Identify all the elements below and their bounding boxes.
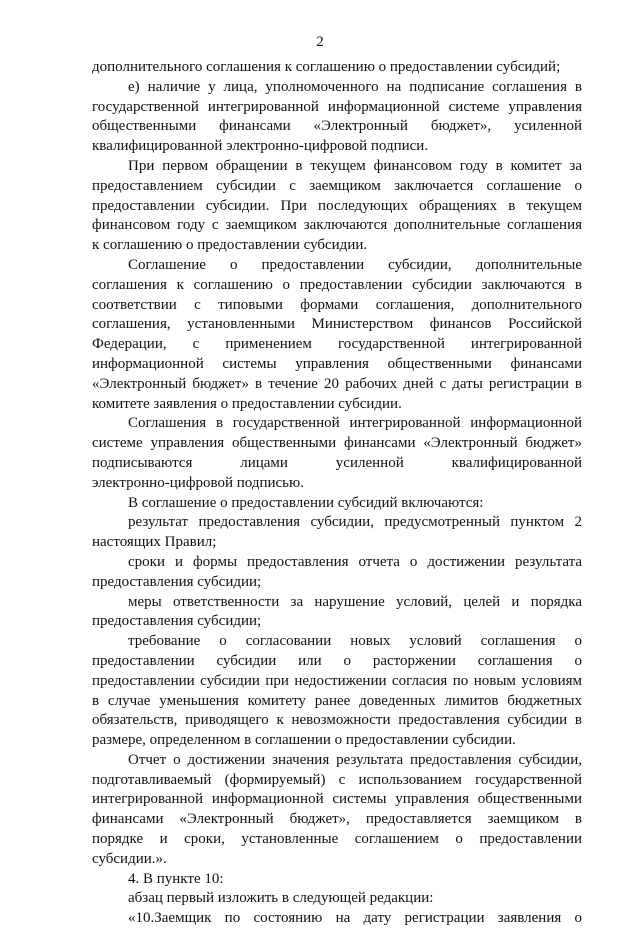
page-number: 2 bbox=[316, 34, 324, 50]
text-line: е) наличие у лица, уполномоченного на подписание соглашения в bbox=[128, 78, 582, 95]
text-line: «10.Заемщик по состоянию на дату регистрации заявления о bbox=[128, 910, 582, 927]
text-line: сроки и формы предоставления отчета о достижении результата bbox=[128, 553, 582, 570]
text-line: подготавливаемый (формируемый) с использованием государственной bbox=[92, 771, 582, 788]
text-line: настоящих Правил; bbox=[92, 534, 217, 551]
text-line: электронно-цифровой подписью. bbox=[92, 474, 304, 491]
text-line: финансами «Электронный бюджет», предоставляется заемщиком в bbox=[92, 811, 582, 828]
text-line: предоставлении субсидии или о расторжении соглашения о bbox=[92, 652, 582, 669]
text-line: к соглашению о предоставлении субсидии. bbox=[92, 237, 368, 254]
text-line: комитете заявления о предоставлении субсидии. bbox=[92, 395, 402, 412]
text-line: предоставления субсидии; bbox=[92, 573, 262, 590]
text-line: общественными финансами «Электронный бюджет», усиленной bbox=[92, 118, 582, 135]
text-line: государственной интегрированной информационной системе управления bbox=[92, 98, 582, 115]
text-line: В соглашение о предоставлении субсидий включаются: bbox=[128, 494, 484, 511]
text-line: соглашения к соглашению о предоставлении субсидии заключаются в bbox=[92, 276, 582, 293]
text-line: в случае уменьшения комитету ранее доведенных лимитов бюджетных bbox=[92, 692, 582, 709]
text-line: соглашения, установленными Министерством финансов Российской bbox=[92, 316, 582, 333]
text-line: Отчет о достижении значения результата предоставления субсидии, bbox=[128, 751, 582, 768]
text-line: интегрированной информационной системы управления общественными bbox=[92, 791, 582, 808]
text-line: результат предоставления субсидии, предусмотренный пунктом 2 bbox=[128, 514, 582, 531]
text-line: субсидии.». bbox=[92, 850, 167, 867]
text-line: квалифицированной электронно-цифровой подписи. bbox=[92, 138, 429, 155]
text-line: предоставлении субсидии при недостижении согласия по новым условиям bbox=[92, 672, 582, 689]
text-line: требование о согласовании новых условий соглашения о bbox=[128, 633, 582, 650]
text-line: размере, определенном в соглашении о предоставлении субсидии. bbox=[92, 732, 516, 749]
text-line: предоставления субсидии; bbox=[92, 613, 262, 630]
text-line: 4. В пункте 10: bbox=[128, 870, 224, 887]
text-line: соответствии с типовыми формами соглашения, дополнительного bbox=[92, 296, 582, 313]
text-line: Соглашение о предоставлении субсидии, дополнительные bbox=[128, 256, 582, 273]
text-line: порядке и сроки, установленные соглашением о предоставлении bbox=[92, 831, 582, 848]
document-body bbox=[92, 58, 582, 929]
text-line: системе управления общественными финансами «Электронный бюджет» bbox=[92, 435, 582, 452]
text-line: информационной системы управления общественными финансами bbox=[92, 355, 582, 372]
text-line: «Электронный бюджет» в течение 20 рабочих дней с даты регистрации в bbox=[92, 375, 582, 392]
text-line: абзац первый изложить в следующей редакции: bbox=[128, 890, 434, 907]
text-line: дополнительного соглашения к соглашению о предоставлении субсидий; bbox=[92, 59, 561, 75]
text-line: Соглашения в государственной интегрированной информационной bbox=[128, 415, 582, 432]
text-line: Федерации, с применением государственной интегрированной bbox=[92, 336, 582, 353]
text-line: финансовом году с заемщиком заключаются дополнительные соглашения bbox=[92, 217, 582, 234]
text-line: предоставлении субсидии. При последующих обращениях в текущем bbox=[92, 197, 582, 214]
text-line: меры ответственности за нарушение условий, целей и порядка bbox=[128, 593, 582, 610]
text-line: предоставлением субсидии с заемщиком заключается соглашение о bbox=[92, 177, 582, 194]
text-line: подписываются лицами усиленной квалифицированной bbox=[92, 454, 582, 471]
text-line: При первом обращении в текущем финансовом году в комитет за bbox=[128, 157, 582, 174]
text-line: обязательств, приводящего к невозможности предоставления субсидии в bbox=[92, 712, 582, 729]
